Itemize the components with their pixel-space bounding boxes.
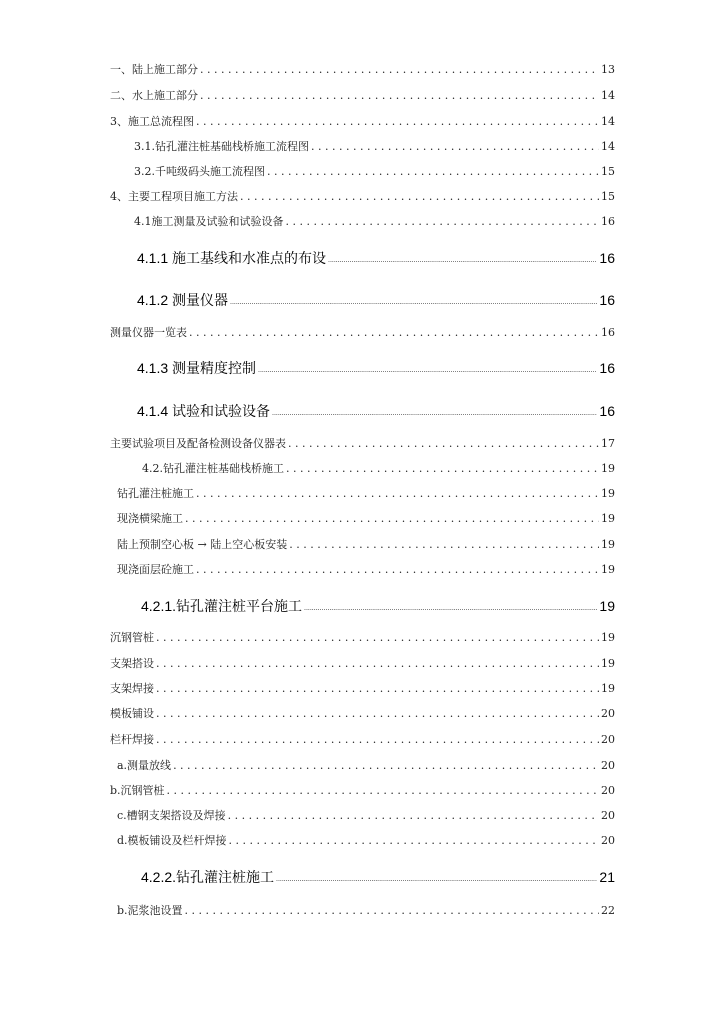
toc-leader (196, 563, 599, 576)
toc-entry[interactable] (110, 188, 615, 208)
toc-entry-title: 沉钢管桩 (110, 631, 154, 644)
toc-leader (240, 190, 599, 203)
toc-entry[interactable] (110, 629, 615, 649)
toc-leader (258, 359, 597, 375)
toc-entry[interactable] (137, 248, 615, 268)
toc-entry-title: b.沉钢管桩 (110, 784, 165, 797)
toc-entry-title: 4.1.4 试验和试验设备 (137, 403, 271, 419)
toc-entry-title: d.模板铺设及栏杆焊接 (117, 834, 227, 847)
toc-leader (229, 834, 599, 847)
toc-entry-page: 14 (601, 140, 615, 153)
toc-entry[interactable] (134, 138, 615, 158)
toc-entry[interactable] (117, 832, 615, 852)
toc-leader (289, 538, 599, 551)
toc-entry[interactable] (117, 561, 615, 581)
toc-entry-page: 20 (601, 707, 615, 720)
toc-entry-page: 19 (601, 563, 615, 576)
toc-entry-page: 16 (601, 326, 615, 339)
toc-leader (156, 733, 599, 746)
toc-entry-page: 15 (601, 165, 615, 178)
toc-entry[interactable] (117, 807, 615, 827)
toc-leader (156, 682, 599, 695)
toc-entry[interactable] (110, 680, 615, 700)
toc-entry-title: 4、主要工程项目施工方法 (110, 190, 238, 203)
toc-leader (196, 115, 599, 128)
toc-leader (267, 165, 599, 178)
toc-entry[interactable] (110, 61, 615, 81)
toc-entry-title: 4.1.2 测量仪器 (137, 292, 229, 308)
toc-leader (156, 657, 599, 670)
toc-leader (167, 784, 599, 797)
toc-entry[interactable] (110, 324, 615, 344)
toc-entry[interactable] (137, 401, 615, 421)
toc-entry-page: 19 (601, 538, 615, 551)
toc-leader (276, 868, 597, 884)
toc-entry-page: 19 (601, 462, 615, 475)
toc-entry-page: 21 (599, 869, 615, 885)
toc-leader (156, 707, 599, 720)
toc-entry[interactable] (110, 113, 615, 133)
toc-entry[interactable] (117, 485, 615, 505)
toc-entry-page: 20 (601, 784, 615, 797)
toc-entry[interactable] (110, 782, 615, 802)
toc-entry-page: 16 (599, 403, 615, 419)
toc-entry-title: 4.2.钻孔灌注桩基础栈桥施工 (142, 462, 284, 475)
toc-leader (200, 89, 599, 102)
toc-entry[interactable] (141, 596, 615, 616)
toc-entry[interactable] (110, 87, 615, 107)
toc-entry-page: 16 (601, 215, 615, 228)
toc-entry-page: 19 (601, 512, 615, 525)
toc-entry-title: 4.1施工测量及试验和试验设备 (134, 215, 284, 228)
toc-entry-page: 19 (601, 487, 615, 500)
toc-entry-page: 20 (601, 809, 615, 822)
toc-entry-title: 4.2.1.钻孔灌注桩平台施工 (141, 598, 303, 614)
toc-entry[interactable] (110, 655, 615, 675)
toc-entry-page: 19 (601, 657, 615, 670)
toc-entry-page: 14 (601, 89, 615, 102)
toc-entry[interactable] (110, 435, 615, 455)
toc-entry-title: 支架焊接 (110, 682, 154, 695)
toc-entry-page: 20 (601, 834, 615, 847)
toc-entry-page: 15 (601, 190, 615, 203)
toc-entry-page: 14 (601, 115, 615, 128)
toc-entry-title: 模板铺设 (110, 707, 154, 720)
toc-entry-page: 20 (601, 733, 615, 746)
toc-entry-title: 3.2.千吨级码头施工流程图 (134, 165, 265, 178)
toc-entry[interactable] (110, 731, 615, 751)
toc-entry-title: 3.1.钻孔灌注桩基础栈桥施工流程图 (134, 140, 309, 153)
toc-entry-page: 19 (601, 631, 615, 644)
toc-entry-page: 16 (599, 292, 615, 308)
toc-entry-page: 19 (599, 598, 615, 614)
toc-leader (228, 809, 599, 822)
toc-entry[interactable] (137, 290, 615, 310)
toc-leader (200, 63, 599, 76)
toc-leader (185, 904, 599, 917)
toc-entry-title: c.槽钢支架搭设及焊接 (117, 809, 226, 822)
toc-entry[interactable] (117, 536, 615, 556)
toc-leader (311, 140, 599, 153)
toc-leader (185, 512, 599, 525)
toc-entry[interactable] (117, 510, 615, 530)
toc-leader (286, 462, 599, 475)
toc-entry-title: 现浇面层砼施工 (117, 563, 194, 576)
toc-leader (230, 291, 597, 307)
toc-entry-title: a.测量放线 (117, 759, 172, 772)
toc-leader (272, 402, 597, 418)
toc-entry-page: 20 (601, 759, 615, 772)
toc-entry[interactable] (110, 705, 615, 725)
toc-entry-title: 支架搭设 (110, 657, 154, 670)
toc-entry-title: 3、施工总流程图 (110, 115, 194, 128)
toc-entry-page: 13 (601, 63, 615, 76)
toc-leader (173, 759, 599, 772)
toc-leader (304, 597, 597, 613)
toc-entry-title: 现浇横梁施工 (117, 512, 183, 525)
toc-entry-title: 一、陆上施工部分 (110, 63, 198, 76)
toc-entry-title: 二、水上施工部分 (110, 89, 198, 102)
toc-entry[interactable] (117, 902, 615, 922)
toc-entry-page: 16 (599, 360, 615, 376)
toc-entry-page: 17 (601, 437, 615, 450)
toc-entry[interactable] (134, 163, 615, 183)
toc-entry-page: 22 (601, 904, 615, 917)
toc-entry-title: 4.2.2.钻孔灌注桩施工 (141, 869, 275, 885)
toc-entry-title: 钻孔灌注桩施工 (117, 487, 194, 500)
toc-leader (189, 326, 599, 339)
toc-entry-title: 4.1.3 测量精度控制 (137, 360, 257, 376)
toc-leader (156, 631, 599, 644)
toc-entry-page: 16 (599, 250, 615, 266)
toc-entry[interactable] (142, 460, 615, 480)
toc-leader (288, 437, 599, 450)
toc-entry-title: b.泥浆池设置 (117, 904, 183, 917)
toc-entry-title: 4.1.1 施工基线和水准点的布设 (137, 250, 327, 266)
toc-entry-title: 陆上预制空心板 → 陆上空心板安装 (117, 538, 288, 551)
toc-entry[interactable] (137, 358, 615, 378)
toc-entry[interactable] (141, 867, 615, 887)
toc-entry-title: 主要试验项目及配备检测设备仪器表 (110, 437, 286, 450)
toc-entry-page: 19 (601, 682, 615, 695)
toc-entry-title: 栏杆焊接 (110, 733, 154, 746)
toc-entry[interactable] (117, 757, 615, 777)
toc-leader (286, 215, 600, 228)
toc-entry[interactable] (134, 213, 615, 233)
toc-leader (196, 487, 599, 500)
toc-leader (328, 249, 597, 265)
toc-entry-title: 测量仪器一览表 (110, 326, 187, 339)
